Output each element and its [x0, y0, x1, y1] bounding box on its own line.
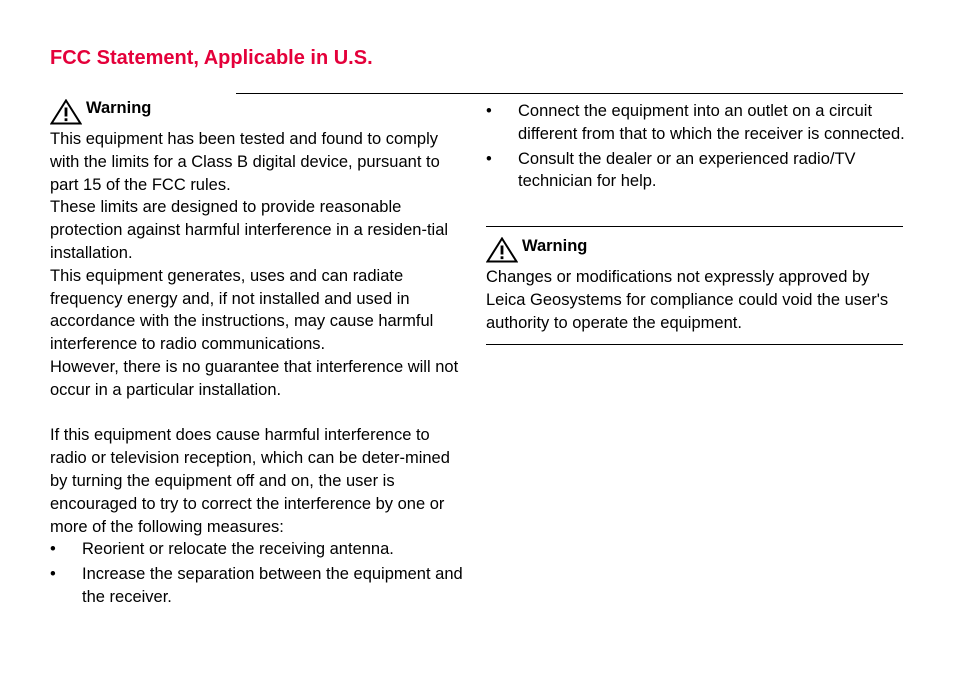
bullet-marker: • [486, 149, 492, 168]
paragraph-measures: If this equipment does cause harmful interference to radio or television reception, which can be deter-mined by turning the equipment off and on, the user is encouraged to try to correct the interference by one or more of the following measures: [50, 426, 450, 536]
bullet-marker: • [50, 565, 56, 584]
left-warning-label: Warning [86, 99, 152, 117]
bullet-marker: • [50, 540, 56, 559]
right-bullets [486, 100, 906, 193]
left-warning-header [50, 98, 470, 128]
right-warning [486, 236, 906, 334]
bullet-text: Increase the separation between the equipment and the receiver. [82, 565, 463, 606]
paragraph-generates: This equipment generates, uses and can radiate frequency energy and, if not installed and used in accordance with the instructions, may cause harmful interference to radio communications. [50, 266, 434, 354]
paragraph-no-guarantee: However, there is no guarantee that interference will not occur in a particular installation. [50, 357, 459, 399]
right-warning-label: Warning [522, 237, 588, 255]
paragraph-tested: This equipment has been tested and found to comply with the limits for a Class B digital device, pursuant to part 15 of the FCC rules. [50, 130, 440, 194]
right-warning-divider-bottom [486, 344, 903, 345]
paragraph-limits: These limits are designed to provide reasonable protection against harmful interference in a residen-tial installation. [50, 198, 449, 262]
list-item [50, 538, 470, 561]
top-divider [236, 93, 903, 94]
list-item [50, 563, 470, 609]
list-item [486, 148, 906, 194]
warning-triangle-icon [50, 99, 82, 125]
page-title: FCC Statement, Applicable in U.S. [50, 47, 373, 69]
warning-changes-text: Changes or modifications not expressly approved by Leica Geosystems for compliance could void the user's authority to operate the equipment. [486, 268, 889, 332]
list-item [486, 100, 906, 146]
bullet-text: Connect the equipment into an outlet on a circuit different from that to which the receiver is connected. [518, 102, 905, 143]
warning-triangle-icon [486, 237, 518, 263]
right-warning-header [486, 236, 906, 266]
right-warning-divider-top [486, 226, 903, 227]
bullet-text: Reorient or relocate the receiving antenna. [82, 540, 394, 559]
bullet-marker: • [486, 102, 492, 120]
bullet-text: Consult the dealer or an experienced radio/TV technician for help. [518, 149, 856, 191]
left-column [50, 98, 470, 609]
